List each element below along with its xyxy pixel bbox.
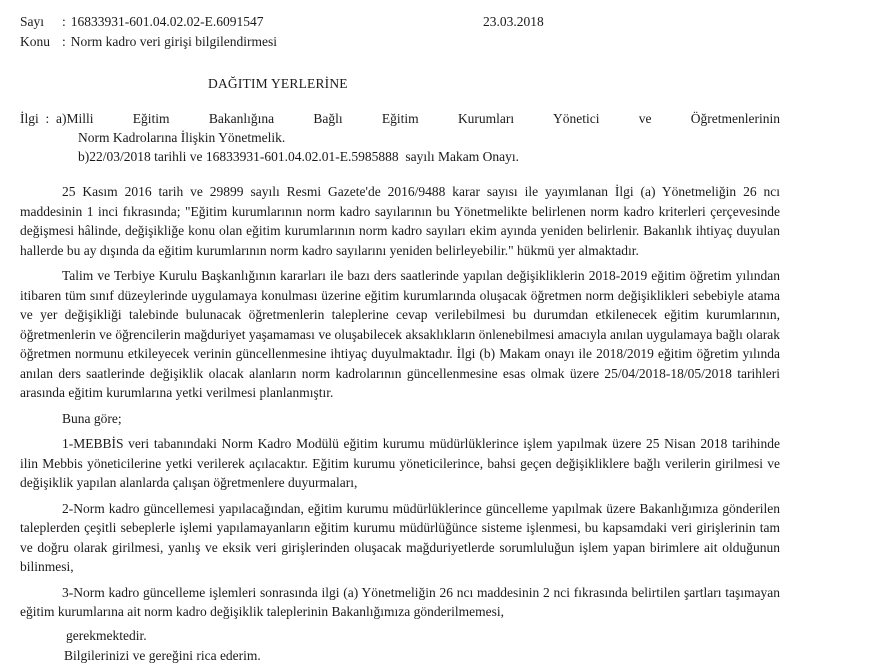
recipient-title: DAĞITIM YERLERİNE [208, 76, 348, 91]
closing-gerekmektedir: gerekmektedir. [66, 627, 147, 643]
document-date: 23.03.2018 [483, 14, 544, 29]
sayi-label: Sayı [20, 14, 45, 29]
list-item-3: 3-Norm kadro güncelleme işlemleri sonrasında ilgi (a) Yönetmeliğin 26 ncı maddesinin 2 nci fıkrasında belirtilen şartları taşımayan eğitim kurumlarına ait norm kadro değişiklik taleplerinin Bakanlığımıza gönderilmemesi, [20, 584, 780, 619]
konu-colon: : [62, 34, 66, 49]
ilgi-label: İlgi : [20, 111, 56, 126]
reference-item-b: b)22/03/2018 tarihli ve 16833931-601.04.02.01-E.5985888 sayılı Makam Onayı. [78, 149, 519, 164]
sayi-colon: : [62, 14, 66, 29]
reference-a-continuation: Norm Kadrolarına İlişkin Yönetmelik. [78, 130, 286, 145]
list-item-2: 2-Norm kadro güncellemesi yapılacağından, eğitim kurumu müdürlüklerince güncelleme yapılmak üzere Bakanlığımıza gönderilen taleplerden çeşitli sebeplerle işlemi yapılamayanların eğitim kurumu müdürlüğünce sisteme işlenmesi, bu kapsamdaki veri girişlerinin tam ve doğru olarak girilmesi, yanlış ve eksik veri girişlerinden oluşacak mağduriyetlerde sorumluluğun işlem yapan birimlere ait olduğunun bilinmesi, [20, 500, 780, 574]
references-block [0, 109, 880, 166]
document-body [0, 182, 880, 666]
list-item-1: 1-MEBBİS veri tabanındaki Norm Kadro Modülü eğitim kurumu müdürlüklerince işlem yapılmak üzere 25 Nisan 2018 tarihinde ilin Mebbis yöneticilerine yetki verilerek açılacaktır. Eğitim kurumu yöneticilerince, bahsi geçen değişikliklere bağlı verilerin girilmesi ve değişiklik yapılan alanlarda çalışan öğretmenlere duyurmaları, [20, 436, 780, 490]
reference-item-a [20, 109, 780, 128]
paragraph-regulation-quote: 25 Kasım 2016 tarih ve 29899 sayılı Resmi Gazete'de 2016/9488 karar sayısı ile yayımlanan İlgi (a) Yönetmeliğin 26 ncı maddesinin 1 inci fıkrasında; "Eğitim kurumlarının norm kadro sayılarının bu Yönetmelikte belirlenen norm kadro kriterleri çerçevesinde değişmesi hâlinde, değişikliğe konu olan eğitim kurumlarının norm kadro sayıları ekim ayında yeniden belirlenir. Bakanlık ihtiyaç duyulan hallerde bu ay dışında da eğitim kurumlarının norm kadro sayılarını yeniden belirleyebilir." hükmü yer almaktadır. [20, 184, 780, 258]
reference-a-text: a)Milli Eğitim Bakanlığına Bağlı Eğitim Kurumları Yönetici ve Öğretmenlerinin [56, 111, 780, 126]
paragraph-background: Talim ve Terbiye Kurulu Başkanlığının kararları ile bazı ders saatlerinde yapılan değişikliklerin 2018-2019 eğitim öğretim yılından itibaren tüm sınıf düzeylerinde uygulamaya konulması üzerine eğitim kurumlarında oluşacak öğretmen norm değişiklikleri sebebiyle atama ve yer değişikliği talebinde bulunacak öğretmenlerin taleplerine cevap verilebilmesi bu durumdan etkilenecek eğitim kurumlarının, öğretmenlerin ve öğrencilerin mağduriyet yaşamaması ve oluşabilecek aksaklıkların önlenebilmesi amacıyla anılan uygulamaya bağlı olarak öğretmen normunu etkileyecek verinin güncellenmesine ihtiyaç duyulmaktadır. İlgi (b) Makam onayı ile 2018/2019 eğitim öğretim yılında anılan ders saatlerinde değişiklik olacak alanların norm kadrolarının güncellenmesine esas olmak üzere 25/04/2018-18/05/2018 tarihleri arasında eğitim kurumlarına yetki verilmesi planlanmıştır. [20, 268, 780, 400]
konu-value: Norm kadro veri girişi bilgilendirmesi [70, 34, 277, 49]
sayi-value: 16833931-601.04.02.02-E.6091547 [70, 14, 264, 29]
closing-request: Bilgilerinizi ve gereğini rica ederim. [64, 647, 261, 663]
sayi-row [20, 12, 880, 32]
paragraph-buna-gore: Buna göre; [62, 410, 122, 426]
konu-label: Konu [20, 34, 50, 49]
document-header [0, 0, 880, 52]
konu-row [20, 32, 880, 52]
